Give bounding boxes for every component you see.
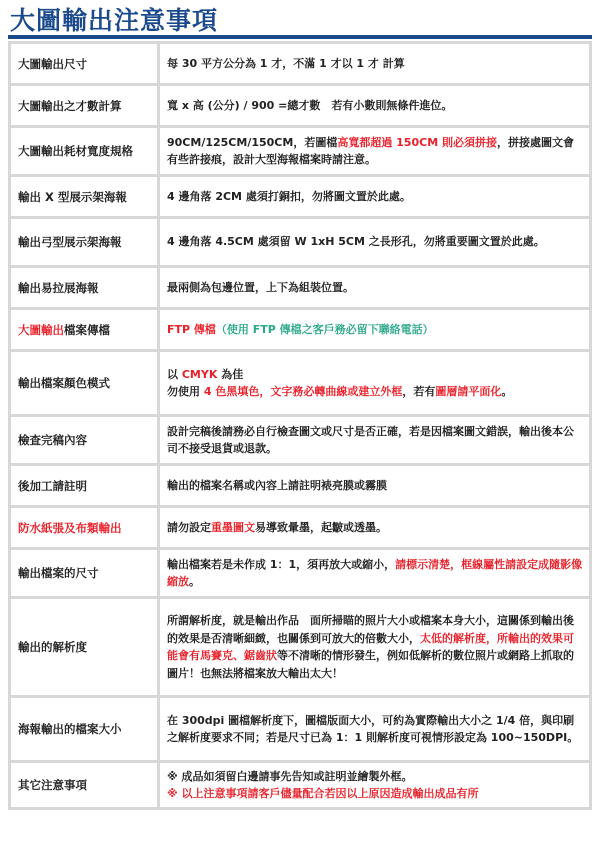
content-highlight: 請標示清楚，框線屬性請設定成隨影像縮放 xyxy=(167,557,583,588)
row-content: 輸出的檔案名稱或內容上請註明裱亮膜或霧膜 xyxy=(160,466,589,505)
table-row xyxy=(11,508,589,547)
row-label: 輸出 X 型展示架海報 xyxy=(11,177,157,216)
content-highlight: 高寬都超過 150CM 則必須拼接 xyxy=(337,135,497,149)
content-line: 以 CMYK 為佳 xyxy=(167,367,244,381)
ftp-label: FTP 傳檔 xyxy=(167,322,216,336)
content-line: 勿使用 4 色黑填色，文字務必轉曲線或建立外框，若有圖層請平面化。 xyxy=(167,385,513,398)
row-label: 輸出易拉展海報 xyxy=(11,268,157,307)
content-line: ※ 以上注意事項請客戶儘量配合若因以上原因造成輸出成品有所 xyxy=(167,787,479,800)
label-text: 檔案傳檔 xyxy=(64,322,110,337)
table-row xyxy=(11,352,589,414)
row-label: 輸出檔案的尺寸 xyxy=(11,550,157,596)
row-content: 輸出檔案若是未作成 1：1，須再放大或縮小，請標示清楚，框線屬性請設定成隨影像縮放。 xyxy=(160,550,589,596)
row-content: 最兩側為包邊位置，上下為組裝位置。 xyxy=(160,268,589,307)
notes-table xyxy=(8,41,592,810)
row-label: 後加工請註明 xyxy=(11,466,157,505)
title-divider xyxy=(8,35,592,39)
table-row xyxy=(11,698,589,760)
row-label: 檢查完稿內容 xyxy=(11,417,157,463)
content-line: ※ 成品如須留白邊請事先告知或註明並繪製外框。 xyxy=(167,769,413,783)
table-row xyxy=(11,310,589,349)
content-text: 90CM/125CM/150CM，若圖檔 xyxy=(167,135,338,149)
row-content: 設計完稿後請務必自行檢查圖文或尺寸是否正確，若是因檔案圖文錯誤，輸出後本公司不接受退貨或退款。 xyxy=(160,417,589,463)
row-label xyxy=(11,310,157,349)
table-row xyxy=(11,44,589,83)
row-label: 大圖輸出之才數計算 xyxy=(11,86,157,125)
page-title: 大圖輸出注意事項 xyxy=(10,6,219,35)
ftp-note: （使用 FTP 傳檔之客戶務必留下聯絡電話） xyxy=(215,322,434,336)
row-content xyxy=(160,310,589,349)
table-row xyxy=(11,219,589,265)
table-row xyxy=(11,466,589,505)
table-row xyxy=(11,599,589,695)
row-content: 每 30 平方公分為 1 才，不滿 1 才以 1 才 計算 xyxy=(160,44,589,83)
row-label: 海報輸出的檔案大小 xyxy=(11,698,157,760)
table-row xyxy=(11,268,589,307)
row-label: 輸出檔案顏色模式 xyxy=(11,352,157,414)
row-content xyxy=(160,763,589,807)
table-row xyxy=(11,86,589,125)
row-content xyxy=(160,352,589,414)
row-content: 所謂解析度，就是輸出作品 面所掃瞄的照片大小或檔案本身大小，這關係到輸出後的效果是否清晰細緻，也關係到可放大的倍數大小，太低的解析度，所輸出的效果可能會有馬賽克、鋸齒狀等不清晰的情形發生，例如低解析的數位照片或網路上抓取的圖片！也無法將檔案放大輸出太大！ xyxy=(160,599,589,695)
row-label: 大圖輸出耗材寬度規格 xyxy=(11,128,157,174)
content-text: ，拼接處圖文會有些許接痕，設計大型海報檔案時請注意。 xyxy=(167,135,574,166)
table-row xyxy=(11,177,589,216)
row-content: 4 邊角落 4.5CM 處須留 W 1xH 5CM 之長形孔，勿將重要圖文置於此處。 xyxy=(160,219,589,265)
row-label: 防水紙張及布類輸出 xyxy=(11,508,157,547)
content-highlight: 圖層請平面化 xyxy=(435,385,502,398)
row-content: 請勿設定 重墨圖文 易導致暈墨，起皺或透墨。 xyxy=(160,508,589,547)
cmyk-highlight: CMYK xyxy=(181,367,218,381)
table-row xyxy=(11,763,589,807)
table-row xyxy=(11,128,589,174)
row-label: 輸出弓型展示架海報 xyxy=(11,219,157,265)
content-highlight: 重墨圖文 xyxy=(211,520,255,534)
row-content: 寬 x 高 (公分) / 900 =總才數 若有小數則無條件進位。 xyxy=(160,86,589,125)
row-label: 其它注意事項 xyxy=(11,763,157,807)
row-content: 在 300dpi 圖檔解析度下，圖檔版面大小，可約為實際輸出大小之 1/4 倍，與印刷之解析度要求不同；若是尺寸已為 1：1 則解析度可視情形設定為 100~150DPI。 xyxy=(160,698,589,760)
table-row xyxy=(11,550,589,596)
row-label: 輸出的解析度 xyxy=(11,599,157,695)
row-content: 4 邊角落 2CM 處須打銅扣，勿將圖文置於此處。 xyxy=(160,177,589,216)
label-highlight: 大圖輸出 xyxy=(18,322,64,337)
row-content xyxy=(160,128,589,174)
row-label: 大圖輸出尺寸 xyxy=(11,44,157,83)
content-highlight: 太低的解析度，所輸出的效果可能會有馬賽克、鋸齒狀 xyxy=(167,631,574,662)
table-row xyxy=(11,417,589,463)
content-highlight: 4 色黑填色，文字務必轉曲線或建立外框 xyxy=(203,385,403,398)
